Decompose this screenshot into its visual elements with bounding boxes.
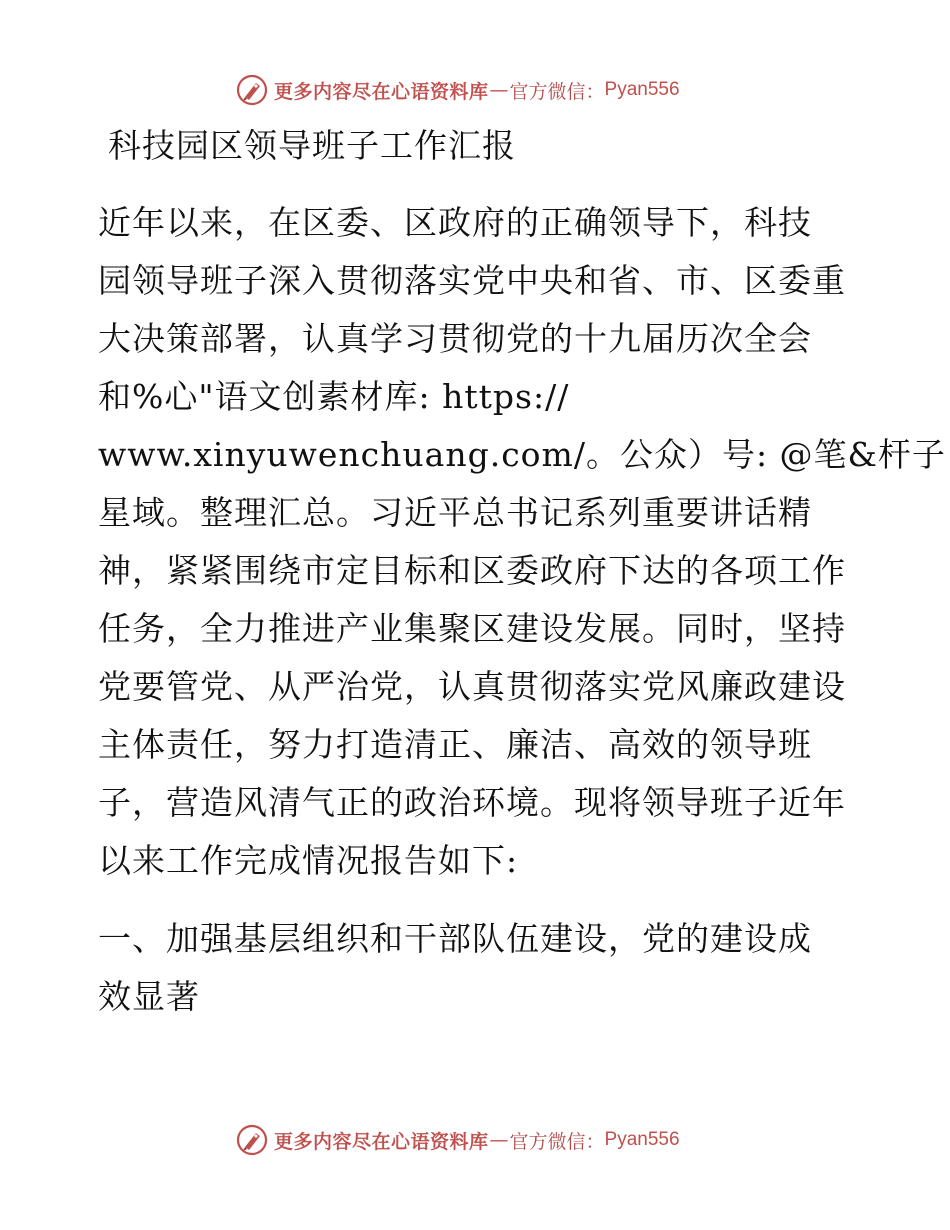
document-title: 科技园区领导班子工作汇报	[108, 126, 516, 165]
text-line: 园领导班子深入贯彻落实党中央和省、市、区委重	[98, 261, 846, 300]
text-line: 主体责任，努力打造清正、廉洁、高效的领导班	[98, 725, 812, 764]
banner-wechat-handle: Pyan556	[604, 1129, 680, 1150]
text-line: 以来工作完成情况报告如下:	[98, 841, 519, 880]
banner-dash: —	[489, 1129, 509, 1151]
text-line: 任务，全力推进产业集聚区建设发展。同时，坚持	[98, 609, 846, 648]
text-line: 一、加强基层组织和干部队伍建设，党的建设成	[98, 919, 812, 958]
text-line: 神，紧紧围绕市定目标和区委政府下达的各项工作	[98, 551, 846, 590]
intro-paragraph	[98, 194, 946, 890]
header-banner	[236, 72, 680, 108]
banner-lead-text: 更多内容尽在心语资料库	[274, 80, 489, 103]
text-line: 近年以来，在区委、区政府的正确领导下，科技	[98, 203, 812, 242]
text-line: 和%心"语文创素材库: https://	[98, 377, 570, 416]
text-line: 效显著	[98, 977, 200, 1016]
pen-nib-logo-icon	[236, 74, 268, 106]
footer-banner	[236, 1122, 680, 1158]
text-line: 星域。整理汇总。习近平总书记系列重要讲话精	[98, 493, 812, 532]
banner-wechat-label: 官方微信：	[509, 80, 605, 103]
text-line: 大决策部署，认真学习贯彻党的十九届历次全会	[98, 319, 812, 358]
text-line: 子，营造风清气正的政治环境。现将领导班子近年	[98, 783, 846, 822]
section-heading	[98, 910, 858, 1026]
banner-dash: —	[489, 79, 509, 101]
banner-wechat-handle: Pyan556	[604, 79, 680, 100]
text-line: www.xinyuwenchuang.com/。公众）号: @笔&杆子	[98, 435, 946, 474]
banner-wechat-label: 官方微信：	[509, 1130, 605, 1153]
pen-nib-logo-icon	[236, 1124, 268, 1156]
banner-lead-text: 更多内容尽在心语资料库	[274, 1130, 489, 1153]
text-line: 党要管党、从严治党，认真贯彻落实党风廉政建设	[98, 667, 846, 706]
